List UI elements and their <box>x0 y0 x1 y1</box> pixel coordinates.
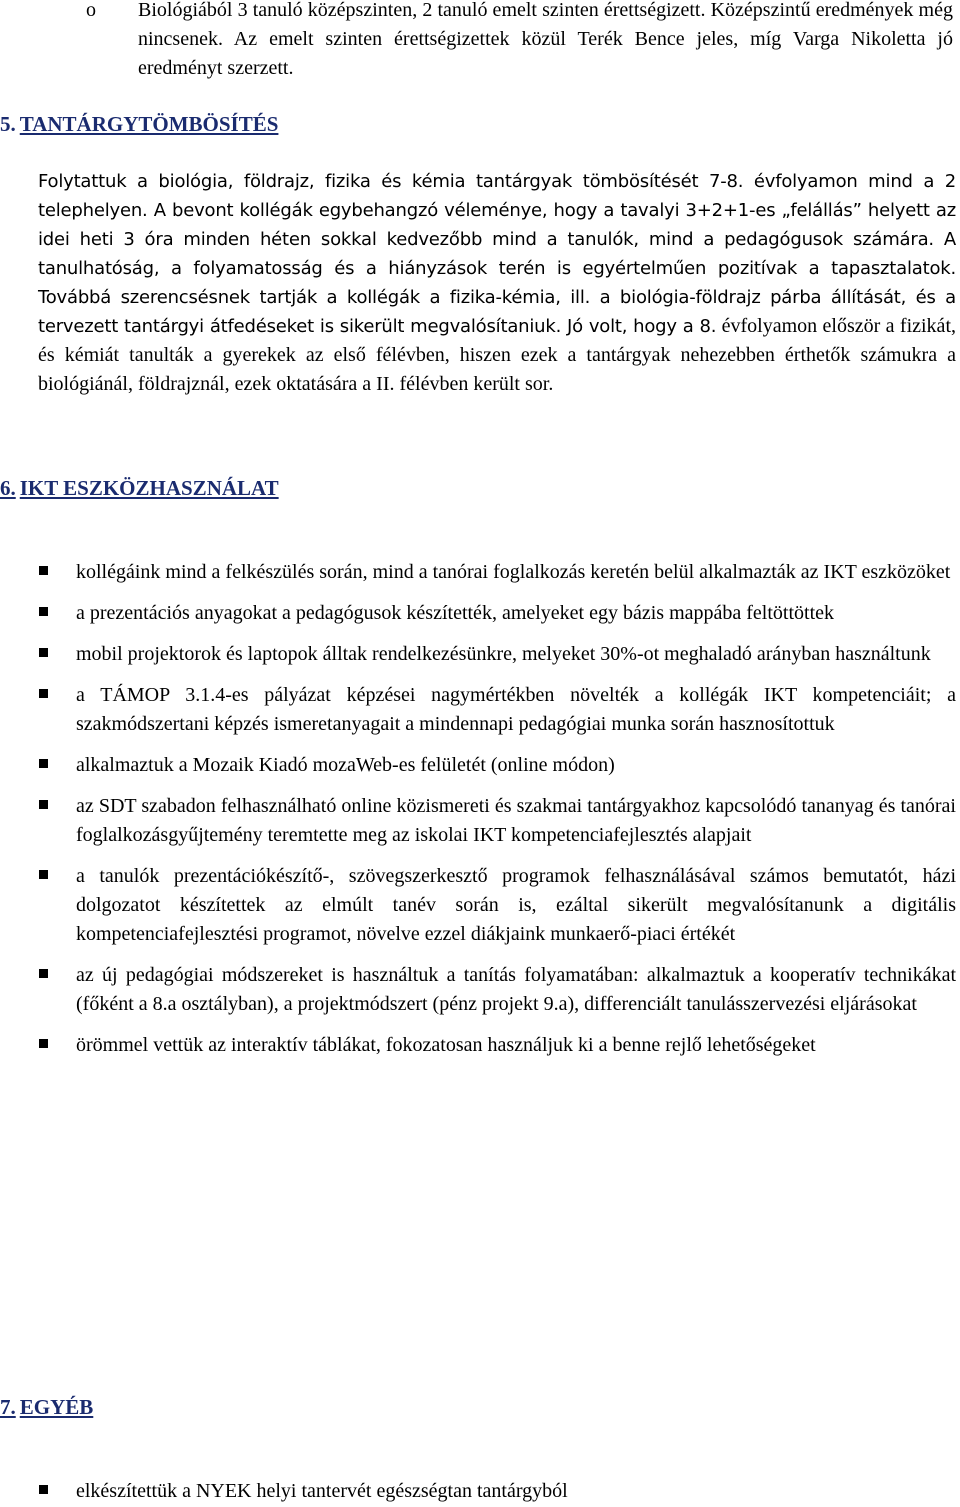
square-bullet-icon <box>39 1485 48 1494</box>
list-item: mobil projektorok és laptopok álltak rendelkezésünkre, melyeket 30%-ot meghaladó arányban használtunk <box>38 640 956 669</box>
section-number: 7. <box>0 1395 16 1419</box>
ikt-bullet-list <box>38 558 956 1060</box>
list-item: elkészítettük a NYEK helyi tantervét egészségtan tantárgyból <box>38 1477 956 1506</box>
square-bullet-icon <box>39 607 48 616</box>
list-item: az SDT szabadon felhasználható online közismereti és szakmai tantárgyakhoz kapcsolódó tananyag és tanórai foglalkozásgyűjtemény teremtette meg az iskolai IKT kompetenciafejlesztés alapjait <box>38 792 956 850</box>
list-item: alkalmaztuk a Mozaik Kiadó mozaWeb-es felületét (online módon) <box>38 751 956 780</box>
section-title: TANTÁRGYTÖMBÖSÍTÉS <box>19 112 279 136</box>
square-bullet-icon <box>39 870 48 879</box>
list-item-biology-results <box>86 0 953 83</box>
list-item-text: Biológiából 3 tanuló középszinten, 2 tanuló emelt szinten érettségizett. Középszintű eredmények még nincsenek. Az emelt szinten érettségizettek közül Terék Bence jeles, míg Varga Nikoletta jó eredményt szerzett. <box>138 0 953 79</box>
section-number: 5. <box>0 112 16 136</box>
section-title: EGYÉB <box>19 1395 94 1419</box>
list-item: kollégáink mind a felkészülés során, mind a tanórai foglalkozás keretén belül alkalmazták az IKT eszközöket <box>38 558 956 587</box>
list-item: a TÁMOP 3.1.4-es pályázat képzései nagymértékben növelték a kollégák IKT kompetenciáit; a szakmódszertani képzés ismeretanyagait a mindennapi pedagógiai munka során hasznosítottuk <box>38 681 956 739</box>
square-bullet-icon <box>39 800 48 809</box>
square-bullet-icon <box>39 689 48 698</box>
section-title: IKT ESZKÖZHASZNÁLAT <box>19 476 279 500</box>
section-number: 6. <box>0 476 16 500</box>
section-5-paragraph <box>38 167 956 399</box>
square-bullet-icon <box>39 566 48 575</box>
square-bullet-icon <box>39 759 48 768</box>
list-item: a prezentációs anyagokat a pedagógusok készítették, amelyeket egy bázis mappába feltöttöttek <box>38 599 956 628</box>
square-bullet-icon <box>39 1039 48 1048</box>
list-item: a tanulók prezentációkészítő-, szövegszerkesztő programok felhasználásával számos bemutatót, házi dolgozatot készítettek az elmúlt tanév során is, ezáltal sikerült megvalósítanunk a digitális kompetenciafejlesztési programot, növelve ezzel diákjaink munkaerő-piaci értékét <box>38 862 956 949</box>
list-marker: o <box>86 0 96 21</box>
square-bullet-icon <box>39 648 48 657</box>
square-bullet-icon <box>39 969 48 978</box>
section-heading-5 <box>0 110 278 139</box>
other-bullet-list <box>38 1477 956 1506</box>
paragraph-text: Folytattuk a biológia, földrajz, fizika és kémia tantárgyak tömbösítését 7-8. évfolyamon mind a 2 telephelyen. A bevont kollégák egybehangzó véleménye, hogy a tavalyi 3+2+1-es „felállás” helyett az idei heti 3 óra minden héten sokkal kedvezőbb mind a tanulók, mind a pedagógusok számára. A tanulhatóság, a folyamatosság és a hiányzások terén is egyértelműen pozitívak a tapasztalatok. Továbbá szerencsésnek tartják a kollégák a fizika-kémia, ill. a biológia-földrajz párba állítását, és a tervezett tantárgyi átfedéseket is sikerült megvalósítaniuk. Jó volt, hogy a 8. <box>38 171 956 337</box>
paragraph-text-continued: évfolyamon először a fizikát, és kémiát tanulták a gyerekek az első félévben, hiszen ezek a tantárgyak nehezebben érthetők számukra a biológiánál, földrajznál, ezek oktatására a II. félévben került sor. <box>38 315 956 395</box>
list-item: az új pedagógiai módszereket is használtuk a tanítás folyamatában: alkalmaztuk a kooperatív technikákat (főként a 8.a osztályban), a projektmódszert (pénz projekt 9.a), differenciált tanulásszervezési eljárásokat <box>38 961 956 1019</box>
list-item: örömmel vettük az interaktív táblákat, fokozatosan használjuk ki a benne rejlő lehetőségeket <box>38 1031 956 1060</box>
section-heading-6 <box>0 474 279 503</box>
section-heading-7 <box>0 1393 93 1422</box>
